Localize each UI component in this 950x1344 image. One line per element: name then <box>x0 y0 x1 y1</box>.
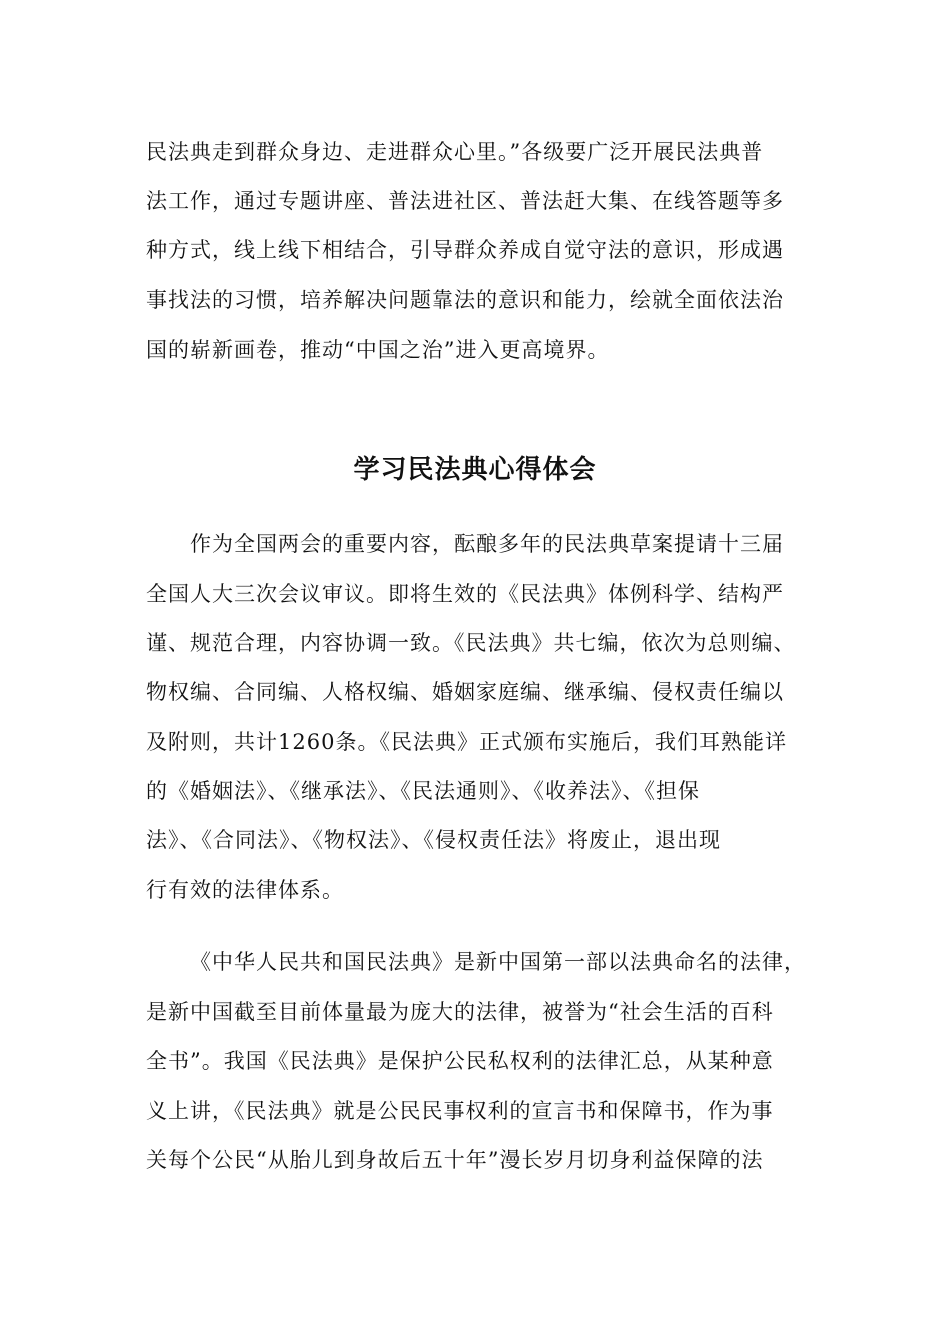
paragraph-2-line: 关每个公民“从胎儿到身故后五十年”漫长岁月切身利益保障的法 <box>146 1148 764 1172</box>
paragraph-1-line: 行有效的法律体系。 <box>146 878 344 902</box>
paragraph-1-line: 谨、规范合理，内容协调一致。《民法典》共七编，依次为总则编、 <box>146 631 796 655</box>
paragraph-1-line: 物权编、合同编、人格权编、婚姻家庭编、继承编、侵权责任编以 <box>146 680 784 704</box>
paragraph-top-line: 国的崭新画卷，推动“中国之治”进入更高境界。 <box>146 338 610 362</box>
paragraph-1-line: 法》、《合同法》、《物权法》、《侵权责任法》将废止，退出现 <box>146 828 721 852</box>
document-title: 学习民法典心得体会 <box>353 455 597 485</box>
paragraph-2-line: 是新中国截至目前体量最为庞大的法律，被誉为“社会生活的百科 <box>146 1000 774 1024</box>
paragraph-top-line: 种方式，线上线下相结合，引导群众养成自觉守法的意识，形成遇 <box>146 238 784 262</box>
paragraph-2-line: 全书”。我国《民法典》是保护公民私权利的法律汇总，从某种意 <box>146 1049 774 1073</box>
paragraph-top-line: 民法典走到群众身边、走进群众心里。”各级要广泛开展民法典普 <box>146 140 764 164</box>
paragraph-2-line: 《中华人民共和国民法典》是新中国第一部以法典命名的法律， <box>190 950 806 974</box>
paragraph-1-line: 全国人大三次会议审议。即将生效的《民法典》体例科学、结构严 <box>146 582 784 606</box>
paragraph-top-line: 事找法的习惯，培养解决问题靠法的意识和能力，绘就全面依法治 <box>146 288 784 312</box>
paragraph-2-line: 义上讲，《民法典》就是公民民事权利的宣言书和保障书，作为事 <box>146 1099 774 1123</box>
paragraph-1-line: 及附则，共计1260条。《民法典》正式颁布实施后，我们耳熟能详 <box>146 730 787 754</box>
paragraph-top-line: 法工作，通过专题讲座、普法进社区、普法赶大集、在线答题等多 <box>146 189 784 213</box>
paragraph-1-line: 作为全国两会的重要内容，酝酿多年的民法典草案提请十三届 <box>190 532 784 556</box>
paragraph-1-line: 的《婚姻法》、《继承法》、《民法通则》、《收养法》、《担保 <box>146 779 700 803</box>
